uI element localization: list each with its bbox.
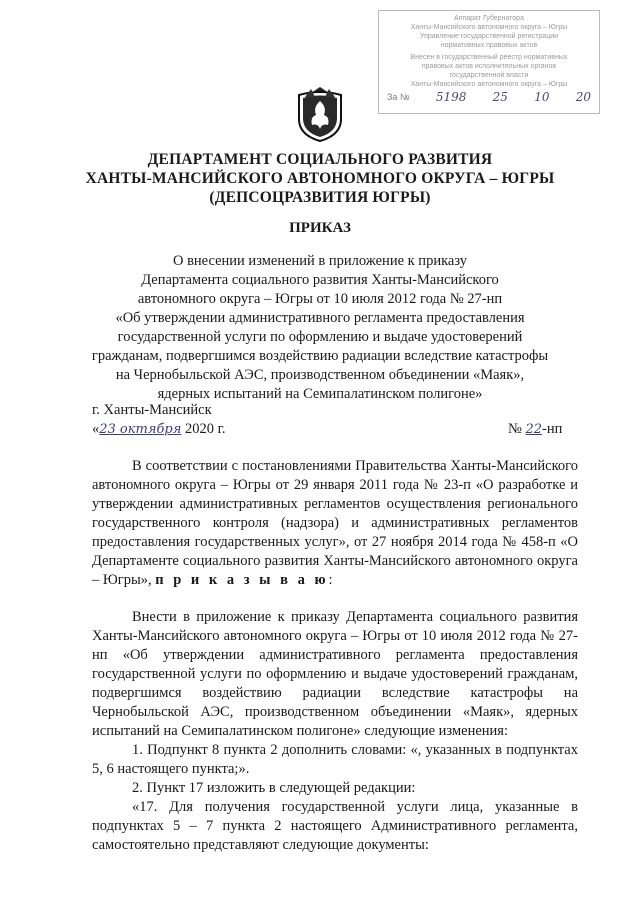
order-subject: [0, 252, 640, 404]
stamp-line: правовых актов исполнительных органов: [421, 63, 557, 70]
orders-word: п р и к а з ы в а ю: [155, 572, 329, 588]
stamp-line: Аппарат Губернатора: [454, 15, 524, 22]
order-date: [92, 421, 226, 438]
order-item-3: «17. Для получения государственной услуги лица, указанные в подпунктах 5 – 7 пункта 2 настоящего Административного регламента, самостоятельно представляют следующие документы:: [92, 799, 578, 853]
number-prefix: №: [508, 421, 522, 437]
org-name-line2: ХАНТЫ-МАНСИЙСКОГО АВТОНОМНОГО ОКРУГА – ЮГРЫ: [85, 170, 555, 187]
subject-line: ядерных испытаний на Семипалатинском полигоне»: [157, 386, 483, 402]
stamp-reg-day: 25: [492, 90, 508, 104]
preamble-paragraph: [92, 457, 578, 590]
stamp-line: Внесен в государственный реестр нормативных: [410, 54, 568, 61]
subject-line: автономного округа – Югры от 10 июля 2012 года № 27-нп: [137, 291, 503, 307]
subject-line: на Чернобыльской АЭС, производственном объединении «Маяк»,: [115, 367, 525, 383]
order-number: [508, 421, 562, 438]
subject-line: О внесении изменений в приложение к приказу: [172, 253, 468, 269]
orders-colon: :: [328, 572, 333, 588]
stamp-line: Ханты-Мансийского автономного округа – Югры: [410, 81, 568, 88]
coat-of-arms-icon: [293, 85, 347, 143]
order-item-2: 2. Пункт 17 изложить в следующей редакции:: [132, 780, 416, 796]
stamp-reg-label: За №: [387, 92, 410, 102]
date-open-quote: «: [92, 421, 100, 437]
document-type-title: ПРИКАЗ: [289, 220, 351, 236]
subject-line: «Об утверждении административного регламента предоставления: [115, 310, 525, 326]
preamble-text: В соответствии с постановлениями Правительства Ханты-Мансийского автономного округа – Югры от 29 января 2011 года № 23-п «О разработке и утверждении административных регламентов осуществления регионального государственного контроля (надзора) и административных регламентов предоставления государственных услуг», от 27 ноября 2014 года № 458-п «О Департаменте социального развития Ханты-Мансийского автономного округа – Югры»,: [92, 458, 578, 588]
order-items: [92, 608, 578, 855]
stamp-registration-row: [379, 90, 599, 104]
stamp-reg-number: 5198: [435, 90, 467, 104]
order-item-1: 1. Подпункт 8 пункта 2 дополнить словами: «, указанных в подпунктах 5, 6 настоящего пункта;».: [92, 742, 578, 777]
registration-stamp: [378, 10, 600, 114]
order-paragraph: Внести в приложение к приказу Департамента социального развития Ханты-Мансийского автономного округа – Югры от 10 июля 2012 года № 27-нп «Об утверждении административного регламента предоставления государственной услуги по оформлению и выдаче удостоверений гражданам, подвергшимся воздействию радиации вследствие катастрофы на Чернобыльской АЭС, производственном объединении «Маяк», ядерных испытаний на Семипалатинском полигоне» следующие изменения:: [92, 609, 578, 739]
org-name-line3: (ДЕПСОЦРАЗВИТИЯ ЮГРЫ): [209, 189, 431, 206]
date-year: 2020 г.: [184, 421, 226, 437]
preamble: [92, 457, 578, 590]
stamp-reg-month: 10: [534, 90, 550, 104]
org-name-line1: ДЕПАРТАМЕНТ СОЦИАЛЬНОГО РАЗВИТИЯ: [147, 151, 493, 168]
stamp-line: государственной власти: [449, 72, 529, 79]
subject-line: гражданам, подвергшимся воздействию радиации вследствие катастрофы: [91, 348, 549, 364]
number-handwritten: 22: [525, 422, 543, 437]
place: г. Ханты-Мансийск: [92, 402, 212, 418]
stamp-line: Ханты-Мансийского автономного округа – Югры: [410, 24, 568, 31]
subject-line: государственной услуги по оформлению и выдаче удостоверений: [117, 329, 523, 345]
subject-line: Департамента социального развития Ханты-Мансийского: [141, 272, 499, 288]
stamp-line: Управление государственной регистрации: [419, 33, 559, 40]
stamp-reg-year: 20: [575, 90, 591, 104]
number-suffix: -нп: [542, 421, 563, 437]
stamp-line: нормативных правовых актов: [440, 42, 538, 49]
date-handwritten: 23 октября: [99, 422, 182, 437]
